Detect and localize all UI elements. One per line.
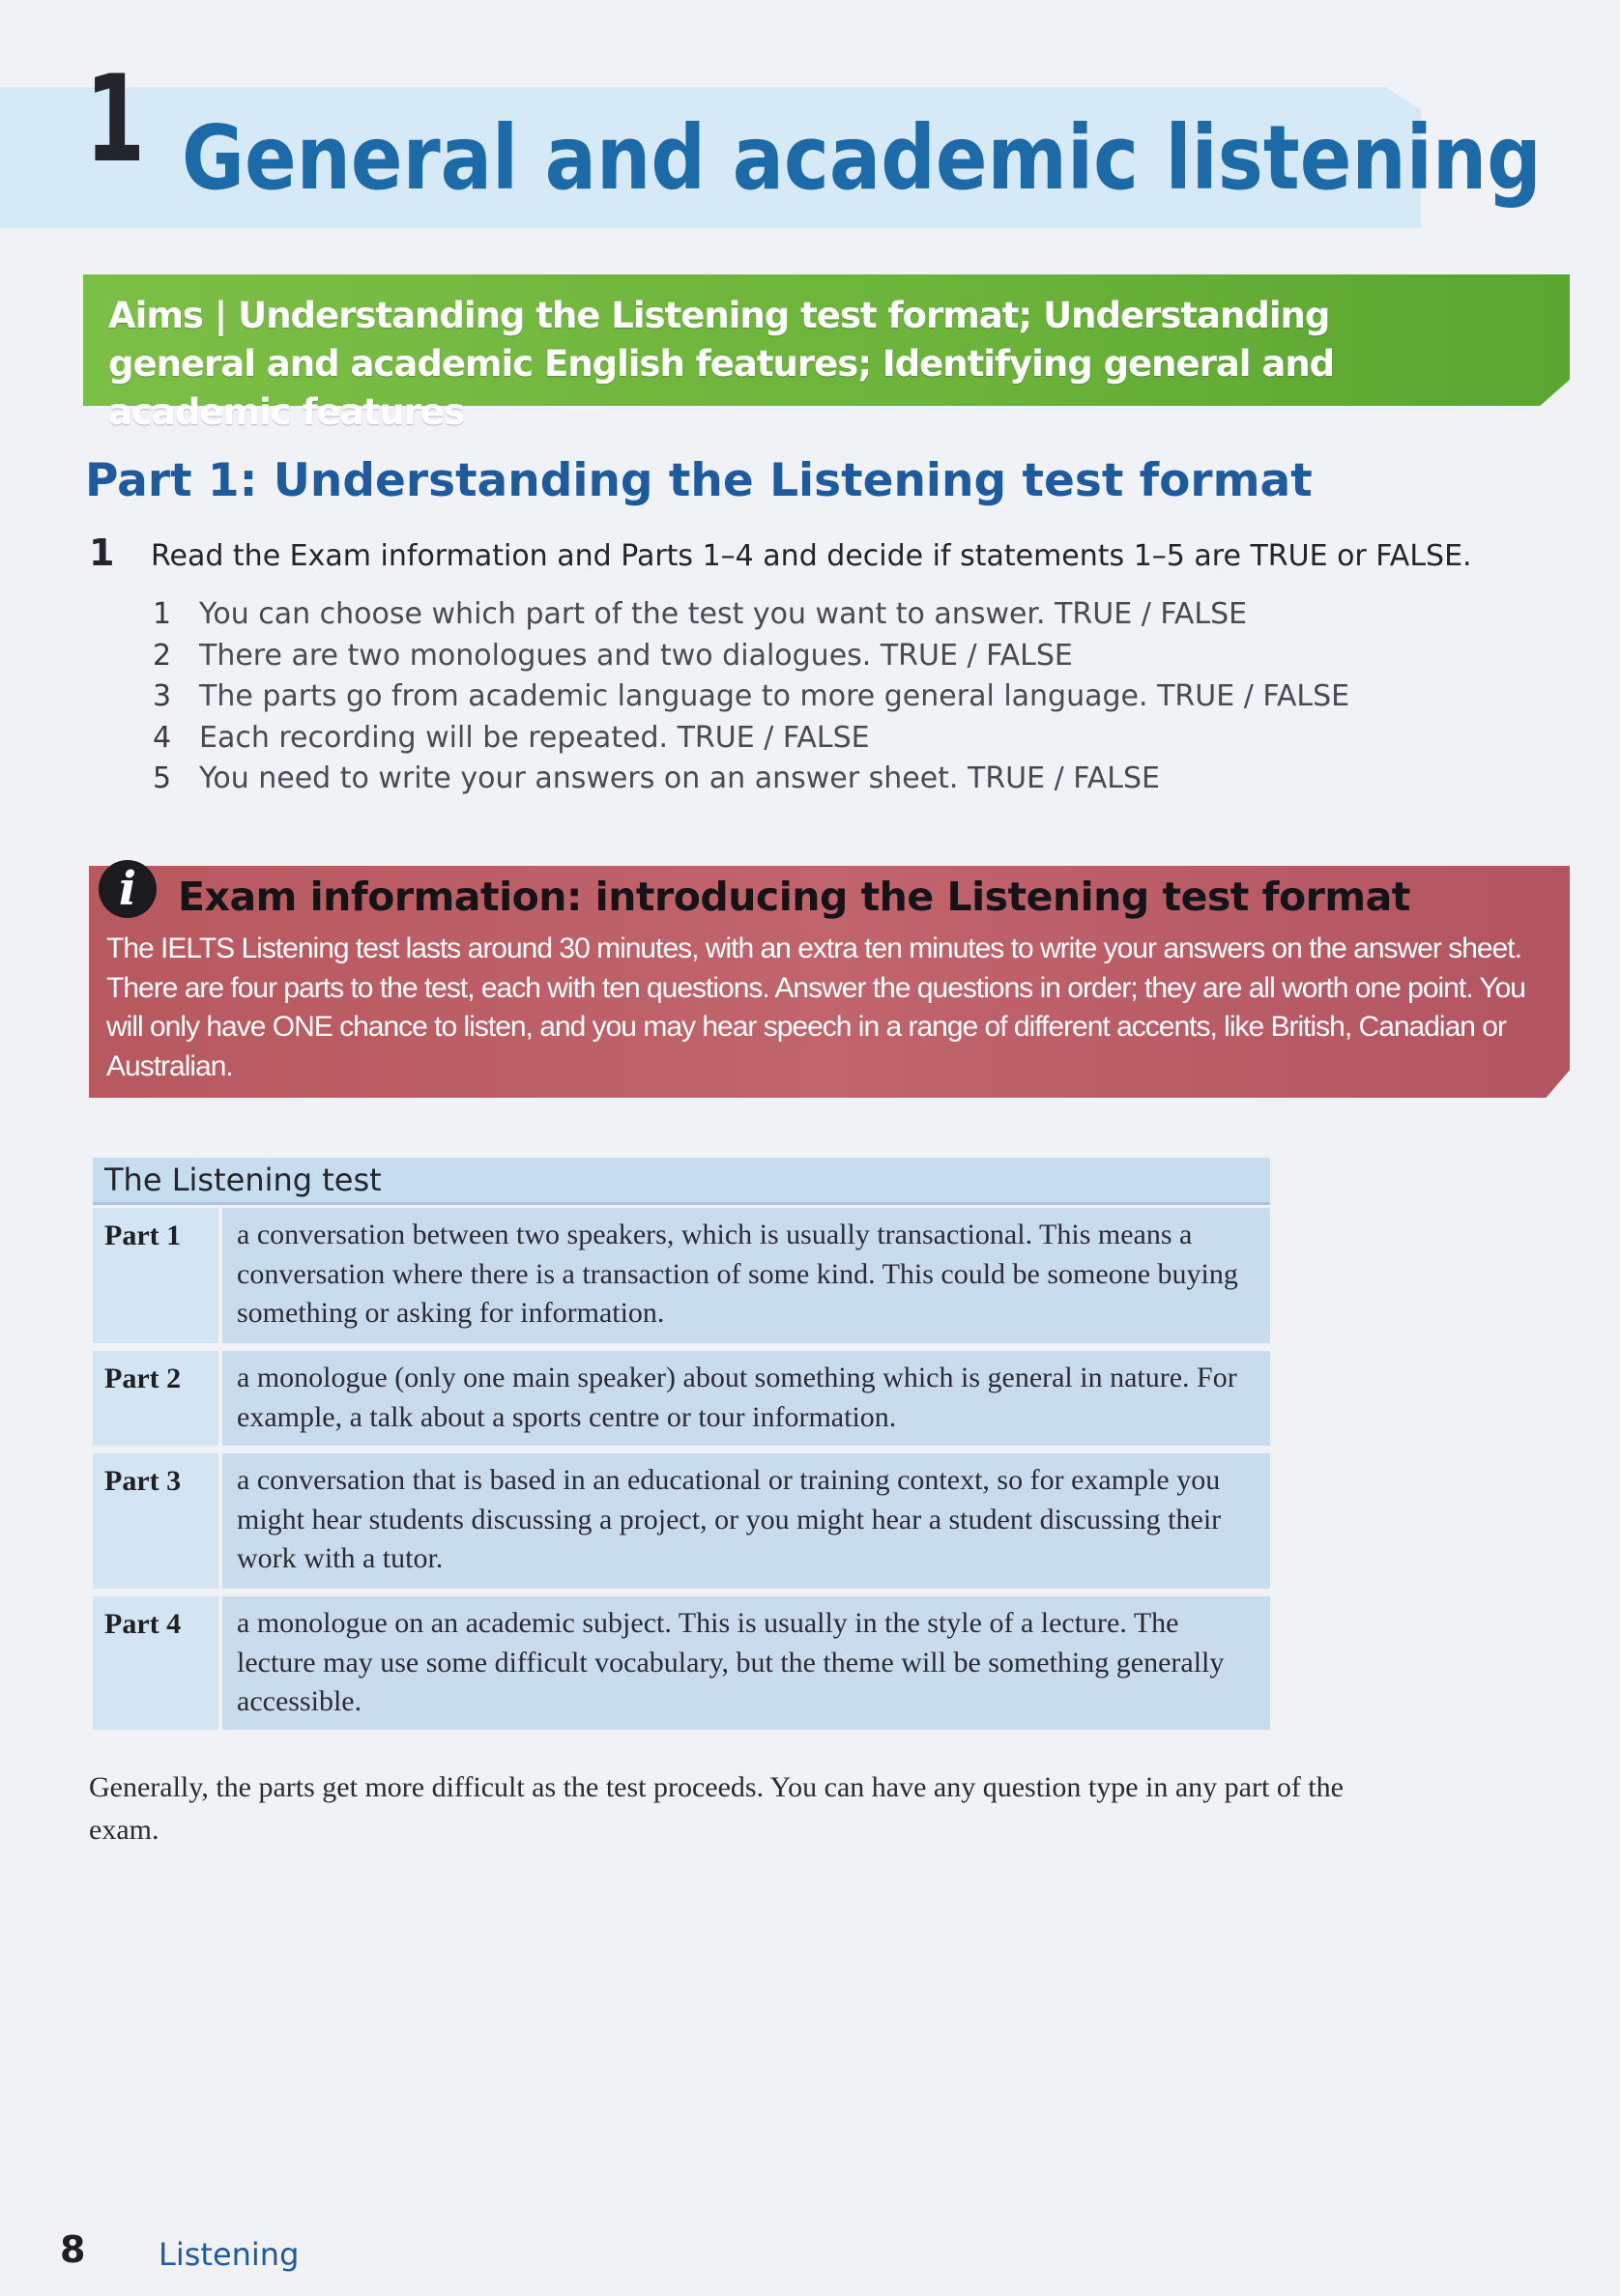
statement-number: 3	[153, 679, 172, 713]
exercise-instruction: Read the Exam information and Parts 1–4 and decide if statements 1–5 are TRUE or FALSE.	[151, 539, 1472, 573]
statement-item	[153, 679, 1349, 721]
chapter-title: General and academic listening	[182, 106, 1542, 210]
part-heading: Part 1: Understanding the Listening test format	[85, 454, 1313, 507]
statement-number: 2	[153, 638, 172, 673]
statement-text: You can choose which part of the test you want to answer. TRUE / FALSE	[199, 597, 1248, 631]
statement-item	[153, 721, 1349, 762]
statement-text: There are two monologues and two dialogues. TRUE / FALSE	[199, 638, 1073, 673]
table-row-label: Part 2	[104, 1363, 182, 1394]
table-title: The Listening test	[104, 1162, 382, 1198]
statement-item	[153, 761, 1349, 803]
exam-info-title: Exam information: introducing the Listening test format	[178, 874, 1410, 920]
exercise-number: 1	[89, 531, 115, 574]
statement-number: 1	[153, 597, 172, 631]
table-row-label: Part 3	[104, 1465, 182, 1497]
aims-text: Aims | Understanding the Listening test format; Understanding general and academic English features; Identifying general and academic features	[108, 295, 1335, 433]
table-row-label: Part 1	[104, 1220, 182, 1251]
footer-note: Generally, the parts get more difficult as the test proceeds. You can have any question type in any part of the exam.	[89, 1771, 1344, 1846]
statement-text: You need to write your answers on an answer sheet. TRUE / FALSE	[199, 761, 1160, 795]
statement-text: The parts go from academic language to more general language. TRUE / FALSE	[199, 679, 1350, 713]
statement-text: Each recording will be repeated. TRUE / FALSE	[199, 720, 870, 755]
table-row-label: Part 4	[104, 1608, 182, 1640]
page-section-label: Listening	[159, 2236, 300, 2273]
statement-item	[153, 597, 1349, 639]
chapter-number: 1	[85, 50, 143, 189]
statement-list	[153, 597, 1349, 803]
table-row-text: a monologue (only one main speaker) about something which is general in nature. For example, a talk about a sports centre or tour information.	[237, 1362, 1237, 1433]
table-row-text: a conversation that is based in an educational or training context, so for example you might hear students discussing a project, or you might hear a student discussing their work with a tutor.	[237, 1464, 1222, 1574]
exam-info-body: The IELTS Listening test lasts around 30 minutes, with an extra ten minutes to write your answers on the answer sheet. There are four parts to the test, each with ten questions. Answer the questions in order; they are all worth one point. You will only have ONE chance to listen, and you may hear speech in a range of different accents, like British, Canadian or Australian.	[106, 933, 1525, 1082]
statement-number: 4	[153, 720, 172, 755]
table-row-text: a conversation between two speakers, which is usually transactional. This means a conversation where there is a transaction of some kind. This could be someone buying something or asking for information.	[237, 1219, 1238, 1329]
statement-number: 5	[153, 761, 172, 795]
statement-item	[153, 639, 1349, 680]
info-icon: i	[99, 860, 157, 918]
table-row-text: a monologue on an academic subject. This is usually in the style of a lecture. The lecture may use some difficult vocabulary, but the theme will be something generally accessible.	[237, 1607, 1225, 1717]
page-number: 8	[60, 2228, 86, 2271]
